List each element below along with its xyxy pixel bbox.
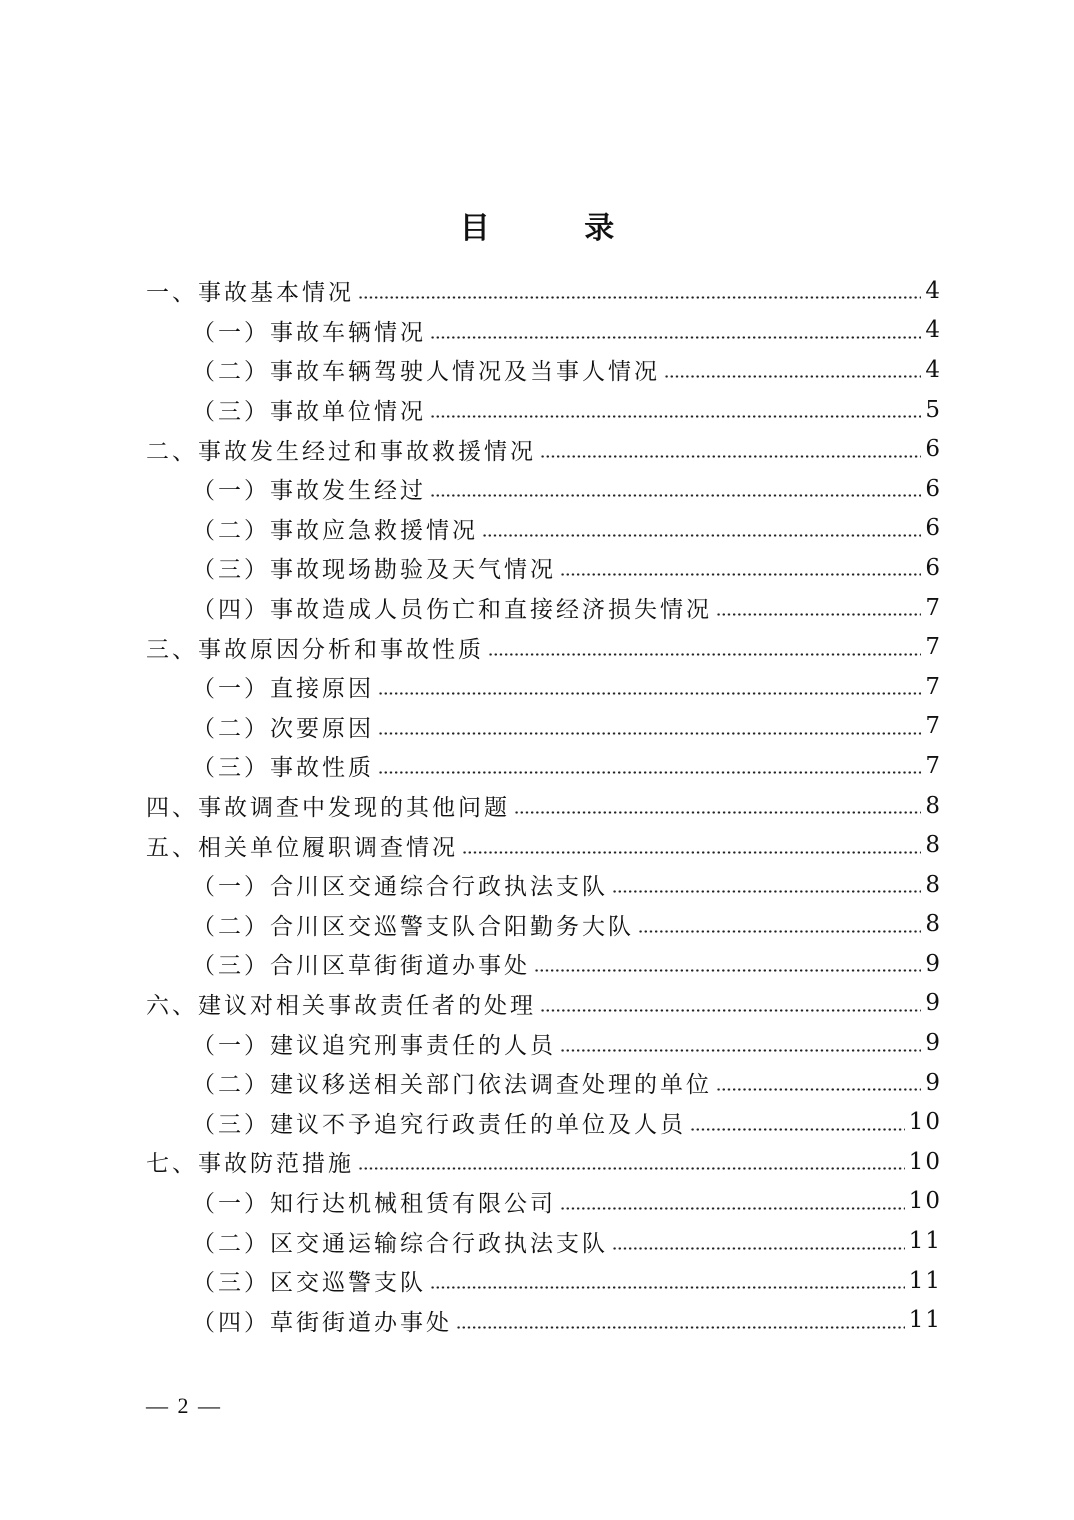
toc-entry[interactable]	[146, 944, 942, 984]
dot-leader	[560, 573, 921, 576]
toc-entry[interactable]	[146, 588, 942, 628]
dot-leader	[534, 969, 921, 972]
toc-entry-page: 6	[925, 475, 942, 502]
toc-entry-page: 7	[925, 594, 942, 621]
toc-entry-page: 4	[925, 277, 942, 304]
toc-entry-label: 六、建议对相关事故责任者的处理	[146, 987, 536, 1020]
toc-entry-label: （四）草街街道办事处	[192, 1304, 452, 1337]
toc-entry-label: （四）事故造成人员伤亡和直接经济损失情况	[192, 591, 712, 624]
dot-leader	[540, 1009, 921, 1012]
toc-entry[interactable]	[146, 1023, 942, 1063]
dot-leader	[488, 653, 921, 656]
dot-leader	[664, 375, 921, 378]
toc-entry-page: 11	[908, 1307, 942, 1334]
dot-leader	[462, 851, 921, 854]
toc-entry-label: （三）合川区草街街道办事处	[192, 947, 530, 980]
dot-leader	[456, 1326, 905, 1329]
toc-entry-label: （一）合川区交通综合行政执法支队	[192, 868, 608, 901]
toc-entry[interactable]	[146, 786, 942, 826]
toc-entry-page: 6	[925, 436, 942, 463]
dot-leader	[430, 336, 921, 339]
toc-entry-page: 10	[908, 1109, 942, 1136]
dot-leader	[358, 296, 921, 299]
dot-leader	[690, 1128, 905, 1131]
dot-leader	[560, 1207, 905, 1210]
toc-entry[interactable]	[146, 1142, 942, 1182]
toc-entry-page: 10	[908, 1148, 942, 1175]
toc-entry-label: （二）建议移送相关部门依法调查处理的单位	[192, 1066, 712, 1099]
toc-entry-page: 7	[925, 752, 942, 779]
toc-entry[interactable]	[146, 905, 942, 945]
toc-entry[interactable]	[146, 390, 942, 430]
toc-entry-page: 4	[925, 317, 942, 344]
toc-entry[interactable]	[146, 469, 942, 509]
page-number: — 2 —	[146, 1393, 222, 1418]
toc-entry-label: 二、事故发生经过和事故救援情况	[146, 433, 536, 466]
toc-entry-label: 七、事故防范措施	[146, 1145, 354, 1178]
toc-entry-page: 7	[925, 673, 942, 700]
toc-entry-label: （二）次要原因	[192, 710, 374, 743]
toc-entry-page: 8	[925, 911, 942, 938]
toc-entry[interactable]	[146, 667, 942, 707]
toc-entry[interactable]	[146, 984, 942, 1024]
page-title: 目 录	[459, 211, 657, 246]
toc-entry-page: 9	[925, 1030, 942, 1057]
toc-entry[interactable]	[146, 707, 942, 747]
toc-entry[interactable]	[146, 548, 942, 588]
toc-entry[interactable]	[146, 1063, 942, 1103]
toc-entry[interactable]	[146, 1261, 942, 1301]
toc-entry[interactable]	[146, 627, 942, 667]
toc-entry-page: 5	[925, 396, 942, 423]
dot-leader	[430, 494, 921, 497]
toc-entry-label: （三）建议不予追究行政责任的单位及人员	[192, 1106, 686, 1139]
toc-entry-page: 9	[925, 990, 942, 1017]
toc-entry[interactable]	[146, 746, 942, 786]
toc-entry-label: 五、相关单位履职调查情况	[146, 829, 458, 862]
toc-entry-label: （一）事故车辆情况	[192, 314, 426, 347]
toc-entry-label: （二）区交通运输综合行政执法支队	[192, 1225, 608, 1258]
dot-leader	[430, 1286, 905, 1289]
toc-entry-page: 11	[908, 1228, 942, 1255]
dot-leader	[378, 771, 921, 774]
dot-leader	[716, 613, 921, 616]
toc-entry-label: （一）知行达机械租赁有限公司	[192, 1185, 556, 1218]
table-of-contents	[146, 271, 942, 1340]
toc-entry[interactable]	[146, 311, 942, 351]
toc-entry-page: 7	[925, 713, 942, 740]
toc-entry-page: 8	[925, 792, 942, 819]
toc-entry-page: 4	[925, 356, 942, 383]
dot-leader	[716, 1088, 921, 1091]
toc-entry-label: 三、事故原因分析和事故性质	[146, 631, 484, 664]
dot-leader	[378, 692, 921, 695]
dot-leader	[638, 930, 921, 933]
toc-entry-label: （二）事故应急救援情况	[192, 512, 478, 545]
toc-entry-label: 四、事故调查中发现的其他问题	[146, 789, 510, 822]
toc-entry-label: （一）建议追究刑事责任的人员	[192, 1027, 556, 1060]
dot-leader	[430, 415, 921, 418]
toc-entry[interactable]	[146, 350, 942, 390]
dot-leader	[540, 455, 921, 458]
dot-leader	[514, 811, 921, 814]
toc-entry-label: （二）合川区交巡警支队合阳勤务大队	[192, 908, 634, 941]
toc-entry-label: （三）区交巡警支队	[192, 1264, 426, 1297]
dot-leader	[358, 1167, 905, 1170]
toc-entry-page: 10	[908, 1188, 942, 1215]
toc-entry-page: 9	[925, 950, 942, 977]
toc-entry-label: （三）事故性质	[192, 749, 374, 782]
toc-entry-page: 11	[908, 1267, 942, 1294]
toc-entry[interactable]	[146, 271, 942, 311]
toc-entry-label: （三）事故单位情况	[192, 393, 426, 426]
toc-entry-page: 8	[925, 832, 942, 859]
toc-entry-page: 6	[925, 554, 942, 581]
toc-entry-label: （一）直接原因	[192, 670, 374, 703]
toc-entry[interactable]	[146, 1102, 942, 1142]
toc-entry[interactable]	[146, 509, 942, 549]
toc-entry[interactable]	[146, 1221, 942, 1261]
toc-entry-page: 9	[925, 1069, 942, 1096]
toc-entry-page: 7	[925, 634, 942, 661]
toc-entry-label: （二）事故车辆驾驶人情况及当事人情况	[192, 353, 660, 386]
dot-leader	[612, 1247, 905, 1250]
toc-entry-page: 6	[925, 515, 942, 542]
toc-entry-label: 一、事故基本情况	[146, 274, 354, 307]
toc-entry[interactable]	[146, 865, 942, 905]
toc-entry-label: （三）事故现场勘验及天气情况	[192, 551, 556, 584]
toc-entry[interactable]	[146, 1300, 942, 1340]
dot-leader	[378, 732, 921, 735]
dot-leader	[560, 1049, 921, 1052]
toc-entry-page: 8	[925, 871, 942, 898]
toc-entry[interactable]	[146, 1182, 942, 1222]
dot-leader	[612, 890, 921, 893]
toc-entry[interactable]	[146, 825, 942, 865]
toc-entry-label: （一）事故发生经过	[192, 472, 426, 505]
dot-leader	[482, 534, 921, 537]
toc-entry[interactable]	[146, 429, 942, 469]
